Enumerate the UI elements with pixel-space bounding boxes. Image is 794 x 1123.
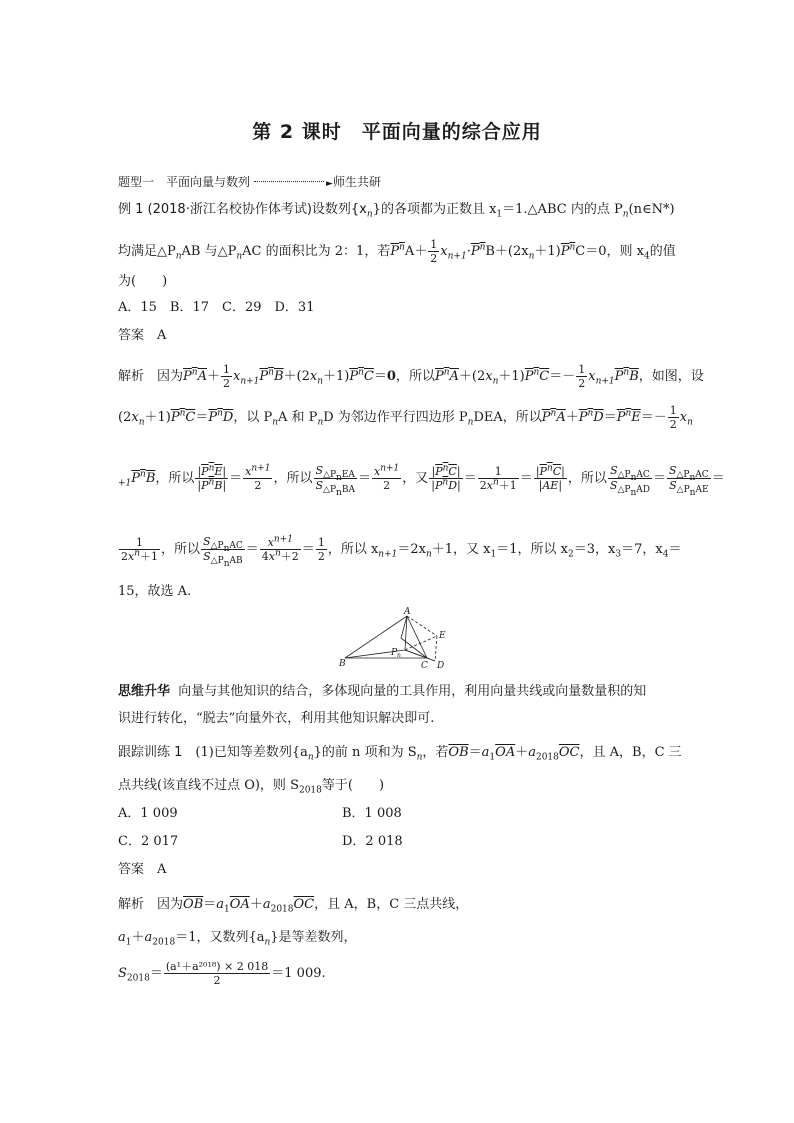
dotted-leader [254,181,324,182]
practice1-option-b: B．1 008 [342,806,402,821]
practice1-option-d: D．2 018 [342,834,403,849]
practice1-analysis-line2: $a_1+a_{2018}=1$，又数列$\{a_n\}$是等差数列， [118,930,357,948]
thinking-line1: 思维升华 向量与其他知识的结合，多体现向量的工具作用，利用向量共线或向量数量积的知 [118,684,647,699]
practice1-option-c: C．2 017 [118,834,179,849]
label-c: C [421,661,428,670]
thinking-line2: 识进行转化，“脱去”向量外衣，利用其他知识解决即可. [118,711,435,726]
label-d: D [437,661,445,670]
example1-analysis-line2: $(2x_n+1)P^nC=P^nD$，以 $P_nA$ 和 $P_nD$ 为邻边作平行四边形 $P_nDEA$，所以$P^nA+P^nD=P^nE=-$ $\frac{1}{2}$ $x_n$ [118,404,693,431]
example1-analysis-line1: 解析 因为$P^nA+$ $\frac{1}{2}$ $x_{n+1}P^nB+(2x_n+1)P^nC=0$，所以$P^nA+(2x_n+1)P^nC=-$ $\frac{1}{2}$ $x_{n+1}P^nB$，如图，设 [118,363,704,390]
section-tag: 师生共研 [332,175,381,189]
example1-line1: 例 1 (2018·浙江名校协作体考试)设数列$\{x_n\}$的各项都为正数且 $x_1=1.\triangle ABC$ 内的点 $P_n(n\in N*)$ [118,202,675,220]
practice1-answer: 答案 A [118,862,167,877]
example1-analysis-line3: $_{+1}P^nB$，所以 $\frac{|P^nE|}{|P^nB|}$ ＝ $\frac{x^{n+1}}{2}$ ，所以 $\frac{S_{\triangle P_nEA}}{S_{\triangle P_nBA}}$ ＝ $\frac{x^{n+1}}{2}$ ，又 $\frac{|P^nC|}{|P^nD|}$ ＝ $\frac{1}{2x^n+1}$ ＝ $\frac{|P^nC|}{|\overline{AE}|}$ ，所以 $\frac{S_{\triangle P_nAC}}{S_{\triangle P_nAD}}$ ＝ $\frac{S_{\triangle P_nAC}}{S_{\triangle P_nAE}}$ ＝ [118,463,725,498]
example1-line3: 为( ) [118,274,168,289]
practice1-line1: 跟踪训练 1 (1)已知等差数列$\{a_n\}$的前 n 项和为 $S_n$，若$\overline{OB}=a_1\overline{OA}+a_{2018}\overline{OC}$，且 A，B，C 三 [118,745,682,763]
example1-answer: 答案 A [118,328,167,343]
edge-pne [405,636,437,650]
label-b: B [339,659,346,669]
edge-pnd [405,650,435,661]
practice1-option-a: A．1 009 [118,806,178,821]
label-p: P [391,648,398,658]
section-heading [118,174,381,192]
practice1-analysis-line3: $S_{2018}=$ $\frac{\text{(a¹＋a²⁰¹⁸) × 2 018}}{2}$ ＝1 009. [118,960,326,987]
label-a: A [404,607,411,617]
example1-options: A．15 B．17 C．29 D．31 [118,300,315,315]
section-label: 题型一 平面向量与数列 [118,175,251,189]
label-p-sub: n [397,652,401,659]
edge-ed [435,636,437,661]
page-title: 第 2 课时 平面向量的综合应用 [252,121,542,143]
example1-analysis-line4: $\frac{1}{2x^n+1}$ ，所以 $\frac{S_{\triangle P_nAC}}{S_{\triangle P_nAB}}$ ＝ $\frac{x^{n+1}}{4x^n+2}$ ＝ $\frac{1}{2}$ ，所以 $x_{n+1}=2x_n+1$，又 $x_1=1$，所以 $x_2=3$，$x_3=7$，$x_4=$ [121,534,682,569]
practice1-line2: 点共线(该直线不过点 O)，则 $S_{2018}$等于( ) [118,778,385,796]
geometry-figure [335,606,460,670]
example1-analysis-line5: 15，故选 A. [118,584,192,599]
arrow-icon: ► [326,179,333,189]
example1-line2: 均满足$\triangle P_nAB$ 与$\triangle P_nAC$ 的面积比为 2：1，若$P^nA+$ $\frac{1}{2}$ $x_{n+1}\cdot P^nB+(2x_n+1)P^nC=0$，则 $x_4$的值 [118,238,676,265]
practice1-analysis-line1: 解析 因为$\overline{OB}=a_1\overline{OA}+a_{2018}\overline{OC}$，且 A，B，C 三点共线， [118,897,469,915]
label-e: E [439,631,446,641]
